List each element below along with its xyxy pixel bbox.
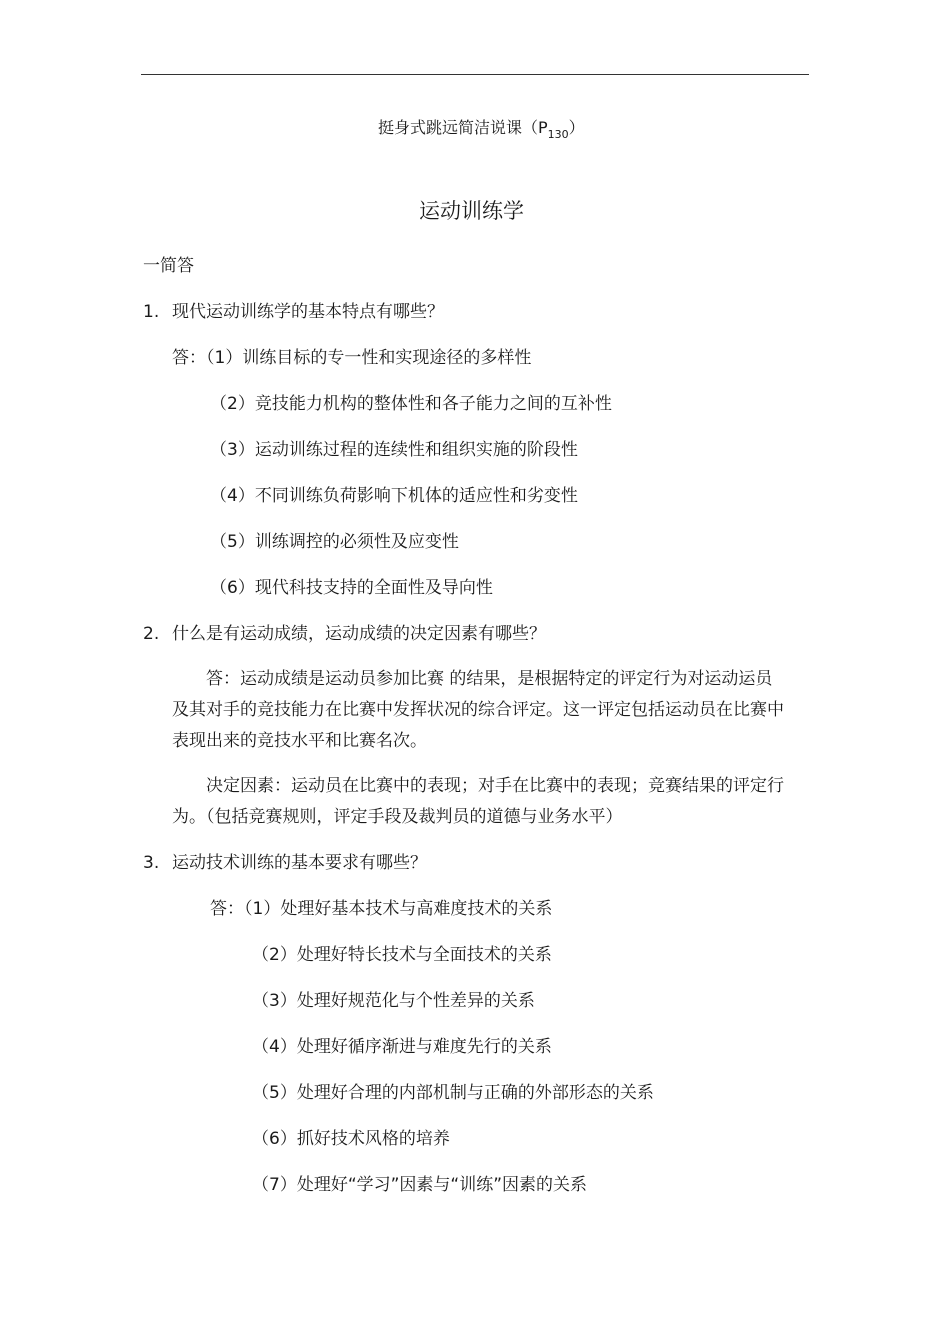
q3-answer-3: （3）处理好规范化与个性差异的关系 [252, 991, 535, 1011]
subtitle-text: 挺身式跳远简洁说课（P [378, 118, 548, 137]
q3-question: 运动技术训练的基本要求有哪些？ [172, 853, 427, 873]
q1-answer-3: （3）运动训练过程的连续性和组织实施的阶段性 [210, 440, 578, 460]
q2-number: 2. [143, 624, 160, 644]
q1-answer-6: （6）现代科技支持的全面性及导向性 [210, 578, 493, 598]
q2-para1-line-2: 及其对手的竞技能力在比赛中发挥状况的综合评定。这一评定包括运动员在比赛中 [172, 700, 784, 720]
q1-question: 现代运动训练学的基本特点有哪些？ [172, 302, 444, 322]
q3-answer-1: 答：（1）处理好基本技术与高难度技术的关系 [210, 899, 553, 919]
q3-answer-4: （4）处理好循序渐进与难度先行的关系 [252, 1037, 552, 1057]
q2-para1-line-1: 答：运动成绩是运动员参加比赛 的结果，是根据特定的评定行为对运动运员 [206, 669, 773, 689]
q2-answer-paragraph [172, 664, 784, 757]
q1-answer-5: （5）训练调控的必须性及应变性 [210, 532, 459, 552]
subtitle-close: ） [568, 118, 585, 137]
header-rule [141, 74, 809, 75]
q3-number: 3. [143, 853, 160, 873]
subtitle-subscript: 130 [547, 128, 569, 141]
q3-answer-2: （2）处理好特长技术与全面技术的关系 [252, 945, 552, 965]
q1-answer-4: （4）不同训练负荷影响下机体的适应性和劣变性 [210, 486, 578, 506]
header-subtitle [378, 118, 585, 141]
q1-answer-1: 答：（1）训练目标的专一性和实现途径的多样性 [172, 348, 532, 368]
q2-para1-line-3: 表现出来的竞技水平和比赛名次。 [172, 731, 427, 751]
section-heading: 一简答 [143, 256, 194, 276]
q1-answer-2: （2）竞技能力机构的整体性和各子能力之间的互补性 [210, 394, 612, 414]
q2-para2-line-1: 决定因素：运动员在比赛中的表现；对手在比赛中的表现；竞赛结果的评定行 [206, 776, 784, 796]
q3-answer-5: （5）处理好合理的内部机制与正确的外部形态的关系 [252, 1083, 654, 1103]
q3-answer-6: （6）抓好技术风格的培养 [252, 1129, 450, 1149]
q2-question: 什么是有运动成绩，运动成绩的决定因素有哪些？ [172, 624, 546, 644]
page-title: 运动训练学 [419, 199, 524, 223]
q2-para2-line-2: 为。（包括竞赛规则，评定手段及裁判员的道德与业务水平） [172, 807, 623, 827]
q1-number: 1. [143, 302, 160, 322]
q2-factors-paragraph [172, 771, 784, 833]
q3-answer-7: （7）处理好“学习”因素与“训练”因素的关系 [252, 1175, 588, 1195]
